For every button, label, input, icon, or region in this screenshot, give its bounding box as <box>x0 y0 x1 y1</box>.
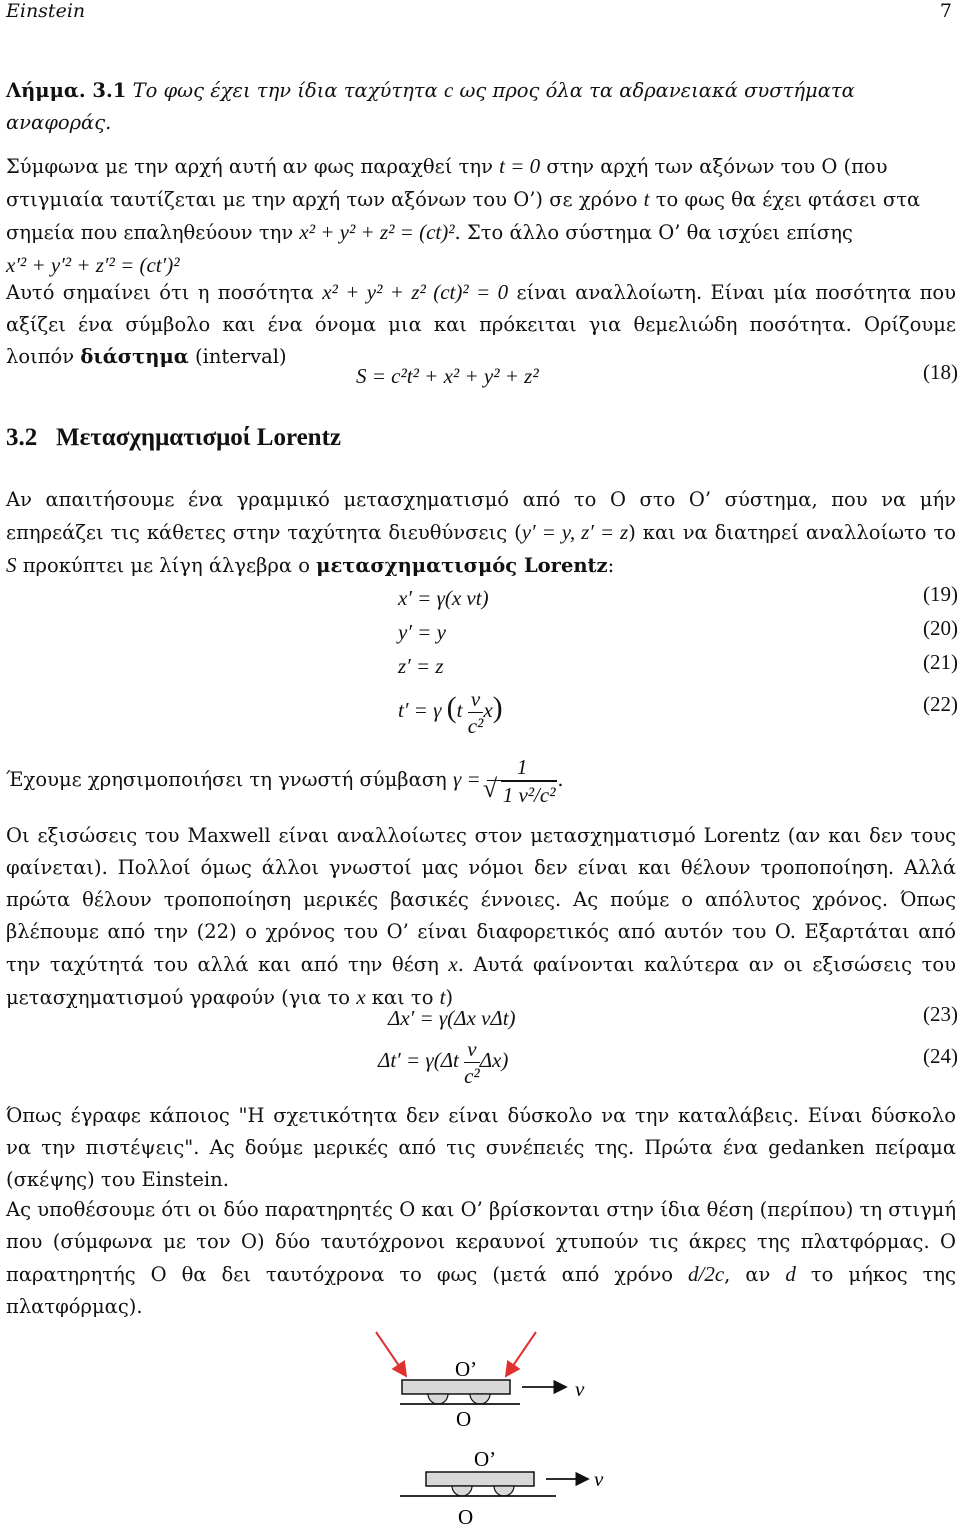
p1-line1b: στην αρχή των αξόνων του O (που <box>546 155 888 178</box>
eq22-denominator: c² <box>467 713 484 738</box>
equation-19: x′ = γ(x vt) <box>398 586 489 610</box>
section-title: Μετασχηματισμοί Lorentz <box>56 424 342 451</box>
p3-S: S <box>6 553 17 577</box>
equation-24 <box>378 1034 508 1089</box>
eq24-numerator: v <box>464 1036 480 1063</box>
lemma-text-b: ως προς όλα τα αδρανειακά συστήματα αναφοράς. <box>6 79 855 134</box>
gamma-denominator: 1 v²/c² <box>502 782 556 807</box>
eq22-fraction <box>468 686 484 739</box>
equation-21-number: (21) <box>923 650 958 674</box>
p2-eq: x² + y² + z² (ct)² = 0 <box>322 280 509 304</box>
eq22-paren-right: ) <box>492 691 503 724</box>
label-observer-ground-bottom: O <box>458 1505 474 1529</box>
equation-20: y′ = y <box>398 620 446 644</box>
wheel-icon <box>494 1486 514 1496</box>
equation-19-number: (19) <box>923 582 958 606</box>
p4-x: x <box>448 952 458 976</box>
p6-d2c: d/2c <box>688 1262 725 1286</box>
p1-eq1: x² + y² + z² = (ct)² <box>299 220 455 244</box>
eq24-fraction <box>464 1036 480 1089</box>
paragraph-1 <box>6 150 956 282</box>
p6-b: , αν <box>724 1263 771 1286</box>
section-heading <box>6 424 341 452</box>
lemma <box>6 74 956 139</box>
page-number: 7 <box>939 0 952 22</box>
p3-d: : <box>607 554 615 577</box>
gamma-fraction <box>482 754 558 808</box>
p6-d: d <box>785 1262 796 1286</box>
platform-top <box>402 1380 510 1394</box>
p1-t0: t = 0 <box>499 154 541 178</box>
lightning-ray-left <box>376 1332 406 1376</box>
eq24-rhs: Δx) <box>479 1048 509 1072</box>
paragraph-3 <box>6 484 956 582</box>
wheel-icon <box>452 1486 472 1496</box>
equation-23-number: (23) <box>923 1002 958 1026</box>
p3-c: προκύπτει με λίγη άλγεβρα ο <box>22 554 310 577</box>
p4-text: Οι εξισώσεις του Maxwell είναι αναλλοίωτες στον μετασχηματισμό Lorentz (αν και δεν τους φαίνεται). Πολλοί όμως άλλοι γνωστοί μας νόμοι δεν είναι και θέλουν τροποποίηση. Αλλά πρώτα θέλουν τροποποίηση μερικές βασικές έννοιες. Ας πούμε ο απόλυτος χρόνος. Όπως βλέπουμε από την (22) ο χρόνος του O’ είναι διαφορετικός από αυτόν του O. Εξαρτάται από την ταχύτητά του αλλά και από την θέση <box>6 824 956 976</box>
eq22-numerator: v <box>468 686 484 713</box>
lemma-text-a: Το φως έχει την ίδια ταχύτητα <box>132 79 438 102</box>
eq22-t: t <box>456 698 468 722</box>
p2-b: είναι αναλλοίωτη. Είναι μία ποσότητα που αξίζει ένα σύμβολο και ένα όνομα μια και πρόκειται για θεμελιώδη ποσότητα. Ορίζουμε λοιπόν <box>6 281 957 368</box>
p4-text2: . Αυτά φαίνονται καλύτερα αν οι εξισώσεις του μετασχηματισμού γραφούν (για το <box>6 953 957 1009</box>
p4-text3: και το <box>371 986 434 1009</box>
equation-18-number: (18) <box>923 360 958 384</box>
paragraph-6 <box>6 1194 956 1323</box>
equation-21: z′ = z <box>398 654 444 678</box>
p4-t: t <box>439 985 446 1009</box>
figure-bottom-diagram <box>400 1447 604 1529</box>
equation-22 <box>398 682 503 739</box>
platform-bottom <box>426 1472 534 1486</box>
eq24-denominator: c² <box>464 1063 480 1088</box>
p3-a: Αν απαιτήσουμε ένα γραμμικό μετασχηματισμό από το O στο O’ σύστημα, που να μήν επηρεάζει τις κάθετες στην ταχύτητα διευθύνσεις ( <box>6 488 956 544</box>
wheel-icon <box>428 1394 448 1404</box>
p2-bold-interval: διάστημα <box>80 345 189 368</box>
gamma-numerator: 1 <box>487 754 558 781</box>
gamma-sqrt <box>482 773 558 808</box>
figure-top-diagram <box>376 1332 585 1431</box>
p2-c: (interval) <box>194 345 287 368</box>
equation-24-number: (24) <box>923 1044 958 1068</box>
label-observer-ground-top: O <box>456 1407 472 1431</box>
sqrt-icon: √ <box>482 773 498 803</box>
p6-a: Ας υποθέσουμε ότι οι δύο παρατηρητές O και O’ βρίσκονται στην ίδια θέση (περίπου) τη στιγμή που (σύμφωνα με τον O) δύο ταυτόχρονοι κεραυνοί χτυπούν τις άκρες της πλατφόρμας. O παρατηρητής O θα δει ταυτόχρονα το φως (μετά από χρόνο <box>6 1198 956 1286</box>
gamma-end: . <box>557 768 564 791</box>
label-observer-moving-bottom: O’ <box>474 1447 497 1471</box>
label-velocity-bottom: v <box>594 1467 604 1491</box>
p3-eqs: y′ = y, z′ = z <box>521 520 629 544</box>
section-number: 3.2 <box>6 424 38 451</box>
p1-t: t <box>643 187 650 211</box>
running-header-title: Einstein <box>6 0 86 22</box>
p1-line2b: το φως θα έχει φτάσει στα <box>655 188 921 211</box>
lightning-platform-figure <box>0 1320 960 1534</box>
p1-line2: στιγμιαία ταυτίζεται με την αρχή των αξόνων του O’) σε χρόνο <box>6 188 638 211</box>
p1-eq2: x′² + y′² + z′² = (ct′)² <box>6 253 180 277</box>
equation-22-number: (22) <box>923 692 958 716</box>
p1-line3: σημεία που επαληθεύουν την <box>6 221 294 244</box>
wheel-icon <box>470 1394 490 1404</box>
gamma-definition <box>6 752 564 808</box>
paragraph-2 <box>6 276 956 373</box>
gamma-text: Έχουμε χρησιμοποιήσει τη γνωστή σύμβαση <box>6 768 447 791</box>
p4-text4: ) <box>445 986 454 1009</box>
label-observer-moving-top: O’ <box>455 1357 478 1381</box>
p4-x2: x <box>356 985 366 1009</box>
lemma-label: Λήμμα. 3.1 <box>6 79 127 102</box>
label-velocity-top: v <box>575 1377 585 1401</box>
eq22-lhs: t′ = γ <box>398 698 442 722</box>
p1-line3b: . Στο άλλο σύστημα O’ θα ισχύει επίσης <box>454 221 853 244</box>
p1-line1: Σύμφωνα με την αρχή αυτή αν φως παραχθεί την <box>6 155 493 178</box>
equation-23: Δx′ = γ(Δx vΔt) <box>388 1006 516 1030</box>
paragraph-5: Όπως έγραφε κάποιος "Η σχετικότητα δεν είναι δύσκολο να την καταλάβεις. Είναι δύσκολο να την πιστέψεις". Ας δούμε μερικές από τις συνέπειές της. Πρώτα ένα gedanken πείραμα (σκέψης) του Einstein. <box>6 1104 956 1191</box>
gamma-lhs: γ = <box>452 767 481 791</box>
p6-c: το μήκος της πλατφόρμας). <box>6 1263 957 1318</box>
eq24-lhs: Δt′ = γ(Δt <box>378 1048 465 1072</box>
p2-a: Αυτό σημαίνει ότι η ποσότητα <box>6 281 314 304</box>
paragraph-4 <box>6 820 956 1014</box>
equation-18: S = c²t² + x² + y² + z² <box>356 364 539 388</box>
eq22-paren-left: ( <box>446 691 457 724</box>
eq22-x: x <box>483 698 493 722</box>
equation-20-number: (20) <box>923 616 958 640</box>
p3-bold-lorentz: μετασχηματισμός Lorentz <box>316 554 608 577</box>
p3-b: ) και να διατηρεί αναλλοίωτο το <box>628 521 956 544</box>
lemma-c: c <box>443 78 454 102</box>
lightning-ray-right <box>506 1332 536 1376</box>
